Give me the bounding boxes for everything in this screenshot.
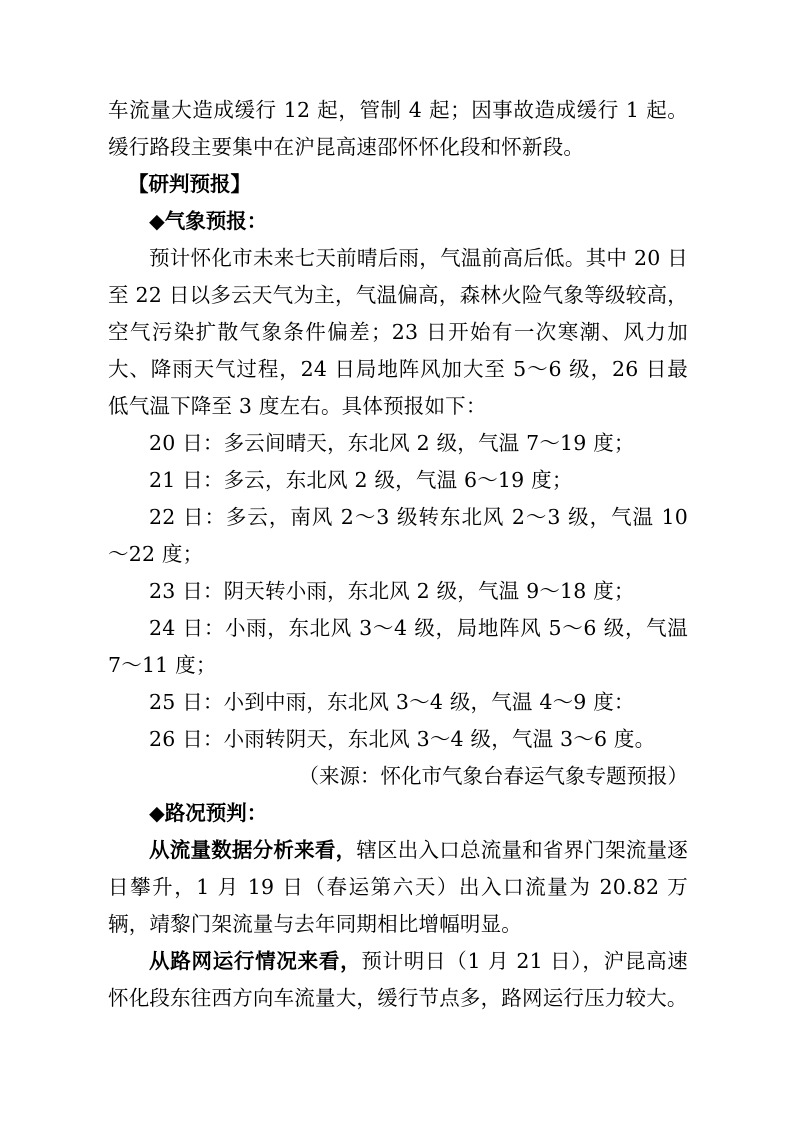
text-flow-analysis: 辖区出入口总流量和省界门架流量逐日攀升，1 月 19 日（春运第六天）出入口流量为 20.82 万辆，靖黎门架流量与去年同期相比增幅明显。	[108, 838, 689, 936]
text-network-operation: 预计明日（1 月 21 日），沪昆高速怀化段东往西方向车流量大，缓行节点多，路网运行压力较大。	[108, 949, 688, 1010]
subsection-heading-road: ◆路况预判：	[149, 801, 268, 825]
paragraph-forecast-day-26: 26 日：小雨转阴天，东北风 3～4 级，气温 3～6 度。	[149, 727, 656, 751]
paragraph-forecast-day-23: 23 日：阴天转小雨，东北风 2 级，气温 9～18 度；	[149, 579, 635, 603]
section-heading-forecast: 【研判预报】	[128, 172, 251, 196]
lead-network-operation: 从路网运行情况来看，	[149, 949, 362, 973]
paragraph-forecast-day-25: 25 日：小到中雨，东北风 3～4 级，气温 4～9 度：	[149, 690, 635, 714]
paragraph-forecast-day-20: 20 日：多云间晴天，东北风 2 级，气温 7～19 度；	[149, 431, 635, 455]
lead-flow-analysis: 从流量数据分析来看，	[149, 838, 357, 862]
paragraph-forecast-day-24: 24 日：小雨，东北风 3～4 级，局地阵风 5～6 级，气温 7～11 度；	[108, 616, 688, 677]
paragraph-traffic-summary: 车流量大造成缓行 12 起，管制 4 起；因事故造成缓行 1 起。缓行路段主要集中在沪昆高速邵怀怀化段和怀新段。	[108, 98, 688, 159]
document-body	[108, 92, 688, 1017]
paragraph-weather-source: （来源：怀化市气象台春运气象专题预报）	[298, 764, 688, 788]
paragraph-forecast-day-22: 22 日：多云，南风 2～3 级转东北风 2～3 级，气温 10～22 度；	[108, 505, 688, 566]
paragraph-road-flow-analysis	[108, 832, 688, 943]
paragraph-weather-overview: 预计怀化市未来七天前晴后雨，气温前高后低。其中 20 日至 22 日以多云天气为主，气温偏高，森林火险气象等级较高，空气污染扩散气象条件偏差；23 日开始有一次寒潮、风力加大、降雨天气过程，24 日局地阵风加大至 5～6 级，26 日最低气温下降至 3 度左右。具体预报如下：	[108, 246, 688, 418]
subsection-heading-weather: ◆气象预报：	[149, 209, 268, 233]
paragraph-road-network-operation	[108, 943, 688, 1017]
paragraph-forecast-day-21: 21 日：多云，东北风 2 级，气温 6～19 度；	[149, 468, 573, 492]
